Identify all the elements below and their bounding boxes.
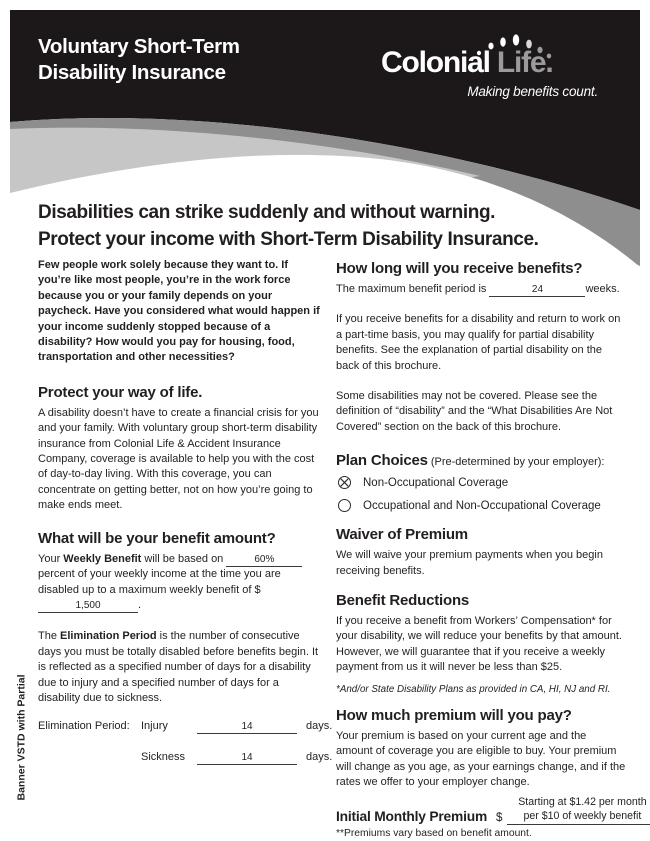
logo-word-colonial: Colonial xyxy=(381,46,490,79)
text-run: Your xyxy=(38,552,64,565)
benefit-amount-paragraph xyxy=(38,552,323,614)
protect-paragraph: A disability doesn’t have to create a financial crisis for you and your family. With voluntary group short-term disability insurance from Colonial Life & Accident Insurance Company, coverage is available to help you with the cost of day-to-day living. With this coverage, you can concentrate on getting better, not on how you’re going to make ends meet. xyxy=(38,406,319,512)
section-heading-reductions: Benefit Reductions xyxy=(336,592,470,610)
elimination-sickness-days-blank: 14 xyxy=(197,752,297,765)
document-title-line2: Disability Insurance xyxy=(38,61,226,84)
elimination-paragraph xyxy=(38,629,323,706)
plan-option-label: Non-Occupational Coverage xyxy=(363,476,509,489)
text-run: The maximum benefit period is xyxy=(336,283,490,295)
intro-paragraph: Few people work solely because they want to. If you’re like most people, you’re in the work force because you or your family depends on your paycheck. Have you considered what would happen if your income suddenly stopped because of a disability? How would you pay for housing, food, transportation and other necessities? xyxy=(38,259,320,364)
headline-line1: Disabilities can strike suddenly and without warning. xyxy=(38,202,496,223)
banner-id-label: Banner VSTD with Partial xyxy=(15,674,28,801)
max-weekly-benefit-blank: 1,500 xyxy=(38,600,138,613)
logo-tagline: Making benefits count. xyxy=(467,84,598,99)
premium-paragraph: Your premium is based on your current age and the amount of coverage you are eligible to buy. Your premium will change as you age, as your earnings change, and if the rates we offer to your employer change. xyxy=(336,729,626,788)
text-run-bold: Plan Choices xyxy=(336,452,428,470)
days-suffix: days. xyxy=(306,751,333,764)
section-heading-waiver: Waiver of Premium xyxy=(336,526,468,544)
not-covered-paragraph: Some disabilities may not be covered. Please see the definition of “disability” and the “What Disabilities Are Not Covered” section on the back of this brochure. xyxy=(336,390,613,433)
weekly-benefit-percent-blank: 60% xyxy=(226,554,302,567)
radio-button-icon[interactable] xyxy=(338,499,351,512)
text-run: percent of your weekly income at the time you are disabled up to a maximum weekly benefit of $ xyxy=(38,568,281,596)
logo-period: . xyxy=(545,46,553,79)
text-run: is the number of consecutive days you must be totally disabled before benefits begin. It is reflected as a specified number of days for a disability due to injury and a specified number of days for a disability due to sickness. xyxy=(38,630,319,704)
elimination-period-label: Elimination Period: xyxy=(38,720,130,733)
elimination-injury-label: Injury xyxy=(141,720,168,733)
text-run: will be based on xyxy=(141,552,227,565)
state-plans-footnote: *And/or State Disability Plans as provided in CA, HI, NJ and RI. xyxy=(336,683,611,695)
plan-choices-subnote: (Pre-determined by your employer): xyxy=(427,456,605,469)
benefit-period-line xyxy=(336,282,626,297)
document-title xyxy=(38,34,240,86)
colonial-life-logo xyxy=(381,46,553,80)
headline xyxy=(38,199,539,253)
plan-option-occupational[interactable] xyxy=(338,499,626,512)
elimination-injury-days-blank: 14 xyxy=(197,721,297,734)
radio-button-icon[interactable] xyxy=(338,476,351,489)
document-title-line1: Voluntary Short-Term xyxy=(38,35,240,58)
headline-line2: Protect your income with Short-Term Disability Insurance. xyxy=(38,229,539,250)
logo-word-life: Life xyxy=(496,46,546,79)
section-heading-protect: Protect your way of life. xyxy=(38,383,203,401)
table-row xyxy=(38,720,333,734)
text-run: . xyxy=(138,598,142,611)
text-run: The xyxy=(38,630,61,643)
dollar-sign: $ xyxy=(496,812,503,825)
days-suffix: days. xyxy=(306,720,333,733)
section-heading-benefit-amount: What will be your benefit amount? xyxy=(38,529,276,547)
text-run-bold: Weekly Benefit xyxy=(63,552,142,565)
elimination-period-table xyxy=(38,720,333,765)
text-run-bold: Elimination Period xyxy=(60,630,157,643)
plan-option-non-occupational[interactable] xyxy=(338,476,626,489)
section-heading-premium: How much premium will you pay? xyxy=(336,706,572,724)
reductions-paragraph: If you receive a benefit from Workers’ Compensation* for your disability, we will reduce your benefits by that amount. However, we will guarantee that if you receive a weekly payment from us it will never be less than $25. xyxy=(336,615,622,674)
elimination-sickness-label: Sickness xyxy=(141,751,186,764)
premium-blank-line1: Starting at $1.42 per month xyxy=(518,796,647,809)
right-column xyxy=(336,256,647,840)
plan-option-label: Occupational and Non-Occupational Coverage xyxy=(363,499,601,512)
table-row xyxy=(38,751,333,765)
text-run: weeks. xyxy=(585,283,620,295)
benefit-period-weeks-blank: 24 xyxy=(489,284,585,297)
left-column xyxy=(38,258,333,782)
premium-blank-line2: per $10 of weekly benefit xyxy=(507,810,650,826)
premiums-vary-footnote: **Premiums vary based on benefit amount. xyxy=(336,828,532,840)
waiver-paragraph: We will waive your premium payments when you begin receiving benefits. xyxy=(336,549,603,577)
section-heading-plan-choices xyxy=(336,452,626,469)
initial-monthly-premium-row xyxy=(336,796,647,825)
initial-monthly-premium-label: Initial Monthly Premium xyxy=(336,809,488,825)
section-heading-benefit-duration: How long will you receive benefits? xyxy=(336,260,583,277)
partial-disability-paragraph: If you receive benefits for a disability and return to work on a part-time basis, you may qualify for partial disability benefits. See the explanation of partial disability on the back of this brochure. xyxy=(336,313,621,372)
premium-amount-blank xyxy=(507,796,650,825)
